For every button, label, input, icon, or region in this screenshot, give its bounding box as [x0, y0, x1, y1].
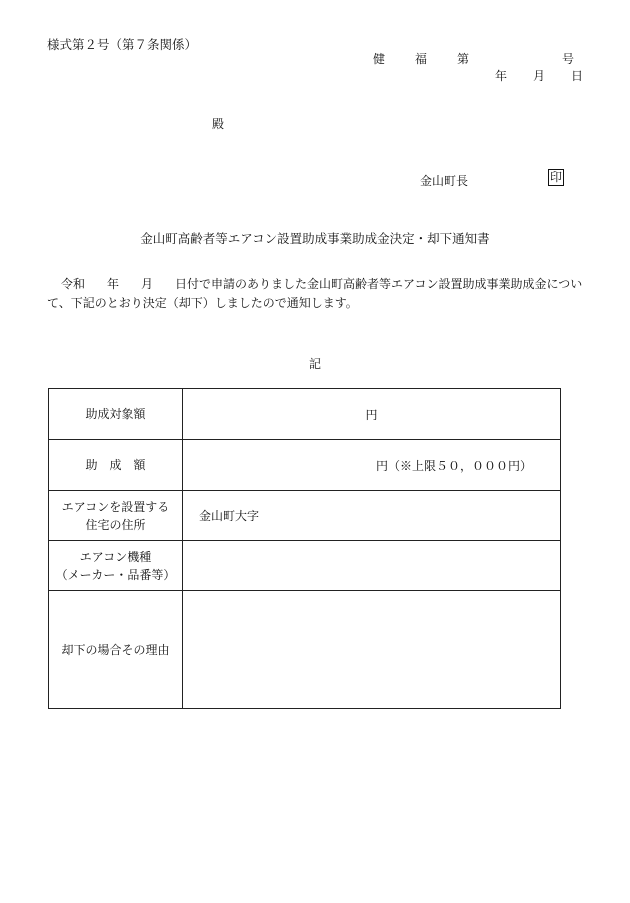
date-year-label: 年: [494, 69, 507, 83]
row-label-model: [49, 541, 183, 591]
issuer-name: 金山町長: [420, 174, 469, 188]
row-value-address[interactable]: 金山町大字: [183, 491, 561, 541]
detail-table: [48, 388, 561, 709]
row-label-target-amount: 助成対象額: [49, 389, 183, 440]
row-value-rejection-reason[interactable]: [183, 591, 561, 709]
table-row: [49, 541, 561, 591]
ki-heading: 記: [308, 357, 321, 371]
row-value-target-amount[interactable]: 円: [183, 389, 561, 440]
table-row: [49, 591, 561, 709]
row-value-model[interactable]: [183, 541, 561, 591]
row-value-grant-amount[interactable]: 円（※上限５０，０００円）: [183, 440, 561, 491]
form-number: 様式第２号（第７条関係）: [47, 37, 198, 52]
table-row: [49, 440, 561, 491]
date-day-label: 日: [570, 69, 583, 83]
date-month-label: 月: [532, 69, 545, 83]
row-label-address-line2: 住宅の住所: [85, 517, 146, 532]
document-number: 健 福 第 号: [372, 52, 583, 66]
row-label-rejection-reason: 却下の場合その理由: [49, 591, 183, 709]
document-date: [495, 67, 583, 84]
body-month: 月: [141, 277, 154, 291]
document-title: 金山町高齢者等エアコン設置助成事業助成金決定・却下通知書: [140, 231, 490, 246]
row-label-address-line1: エアコンを設置する: [61, 499, 170, 514]
row-label-address: [49, 491, 183, 541]
notice-body: [47, 275, 587, 313]
row-label-grant-amount: 助 成 額: [49, 440, 183, 491]
body-year: 年: [107, 277, 120, 291]
row-label-model-line1: エアコン機種: [79, 549, 152, 564]
table-row: [49, 389, 561, 440]
body-era: 令和: [61, 277, 86, 291]
recipient-suffix: 殿: [212, 117, 225, 131]
body-text: 日付で申請のありました金山町高齢者等エアコン設置助成事業助成金について、下記のとおり決定（却下）しましたので通知します。: [47, 277, 583, 310]
table-row: [49, 491, 561, 541]
row-label-model-line2: （メーカー・品番等）: [55, 567, 176, 582]
seal-mark: 印: [550, 170, 563, 184]
